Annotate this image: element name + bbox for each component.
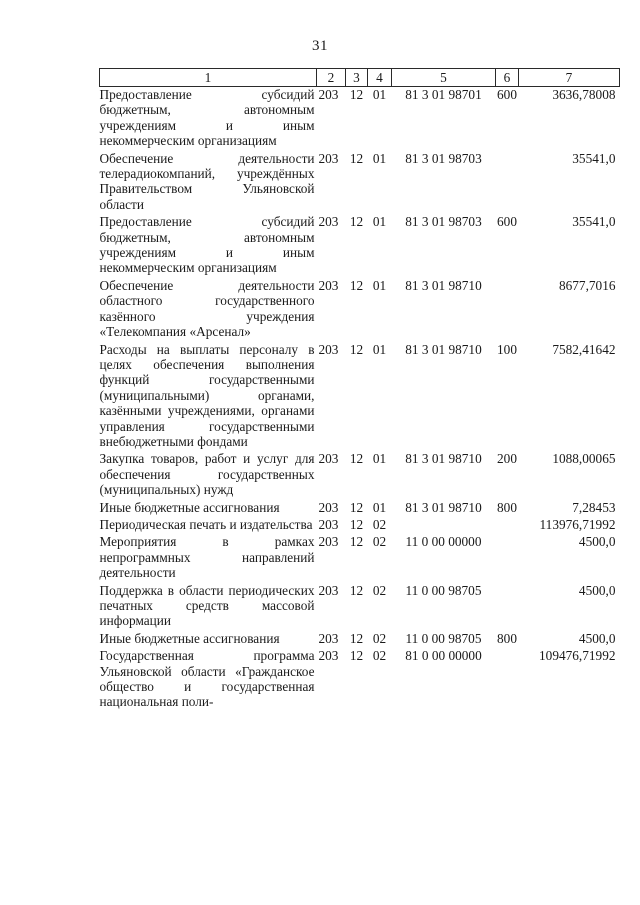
row-amount: 113976,71992 <box>539 516 616 532</box>
row-expense-type <box>496 517 519 534</box>
row-ministry-code: 203 <box>318 214 339 230</box>
row-section-code: 12 <box>349 277 364 293</box>
row-subsection-code: 01 <box>372 451 387 467</box>
row-ministry-code: 203 <box>318 150 339 166</box>
column-header-5: 5 <box>392 69 496 87</box>
row-section-code: 12 <box>349 648 364 664</box>
table-row <box>100 214 620 278</box>
row-expense-type: 600 <box>497 87 517 102</box>
row-expense-type <box>496 583 519 631</box>
row-ministry-code: 203 <box>318 499 339 515</box>
table-row <box>100 151 620 215</box>
row-subsection-code: 01 <box>372 214 387 230</box>
row-name: Иные бюджетные ассигнования <box>99 630 280 646</box>
row-ministry-code: 203 <box>318 648 339 664</box>
row-subsection-code: 02 <box>372 648 387 664</box>
table-row <box>100 631 620 648</box>
row-section-code: 12 <box>349 214 364 230</box>
row-target-article: 81 3 01 98701 <box>405 87 482 102</box>
row-name: Обеспечение деятельности областного государственного казённого учреждения «Телекомпания «Арсенал» <box>99 277 315 340</box>
row-amount: 4500,0 <box>578 630 616 646</box>
table-row <box>100 534 620 582</box>
row-section-code: 12 <box>349 516 364 532</box>
row-target-article <box>392 517 496 534</box>
table-row <box>100 517 620 534</box>
budget-table <box>99 68 620 712</box>
row-expense-type <box>496 534 519 582</box>
row-amount: 8677,7016 <box>558 277 616 293</box>
row-ministry-code: 203 <box>318 451 339 467</box>
row-ministry-code: 203 <box>318 277 339 293</box>
column-header-3: 3 <box>346 69 368 87</box>
row-amount: 4500,0 <box>578 534 616 550</box>
page-number: 31 <box>312 38 328 54</box>
row-subsection-code: 01 <box>372 277 387 293</box>
row-expense-type: 600 <box>497 214 517 230</box>
row-subsection-code: 02 <box>372 630 387 646</box>
row-subsection-code: 02 <box>372 516 387 532</box>
row-ministry-code: 203 <box>318 582 339 598</box>
table-header-row <box>100 69 620 87</box>
table-row <box>100 278 620 342</box>
row-amount: 4500,0 <box>578 582 616 598</box>
row-name: Закупка товаров, работ и услуг для обеспечения государственных (муниципальных) нужд <box>99 451 315 498</box>
column-header-4: 4 <box>368 69 392 87</box>
column-header-1: 1 <box>100 69 317 87</box>
row-section-code: 12 <box>349 451 364 467</box>
row-target-article: 81 3 01 98710 <box>405 499 482 515</box>
row-target-article: 11 0 00 98705 <box>405 630 482 646</box>
row-section-code: 12 <box>349 499 364 515</box>
row-name: Расходы на выплаты персоналу в целях обеспечения выполнения функций государственными (муниципальными) органами, казёнными учреждениями, органами управления государственными внебюджетными фондами <box>99 341 315 449</box>
row-subsection-code: 01 <box>372 499 387 515</box>
row-subsection-code: 02 <box>372 534 387 550</box>
row-subsection-code: 01 <box>372 341 387 357</box>
row-expense-type <box>496 278 519 342</box>
row-target-article: 81 3 01 98703 <box>405 150 482 166</box>
row-expense-type: 800 <box>497 630 517 646</box>
row-amount: 7,28453 <box>572 499 616 515</box>
row-amount: 35541,0 <box>572 214 616 230</box>
row-name: Мероприятия в рамках непрограммных направлений деятельности <box>99 534 315 581</box>
column-header-2: 2 <box>317 69 346 87</box>
row-target-article: 81 3 01 98703 <box>405 214 482 230</box>
row-name: Государственная программа Ульяновской области «Гражданское общество и государственная национальная поли- <box>99 648 315 710</box>
row-expense-type: 200 <box>497 451 517 467</box>
table-row <box>100 87 620 151</box>
table-row <box>100 583 620 631</box>
row-amount: 109476,71992 <box>539 648 616 664</box>
row-name: Предоставление субсидий бюджетным, автономным учреждениям и иным некоммерческим организациям <box>99 87 315 149</box>
row-target-article: 81 3 01 98710 <box>405 341 482 357</box>
row-target-article: 11 0 00 00000 <box>405 534 482 550</box>
row-expense-type <box>496 648 519 712</box>
row-section-code: 12 <box>349 630 364 646</box>
row-ministry-code: 203 <box>318 630 339 646</box>
table-row <box>100 500 620 517</box>
row-expense-type: 800 <box>497 499 517 515</box>
row-target-article: 11 0 00 98705 <box>405 582 482 598</box>
row-name: Иные бюджетные ассигнования <box>99 499 280 515</box>
column-header-7: 7 <box>519 69 620 87</box>
row-amount: 35541,0 <box>572 150 616 166</box>
row-ministry-code: 203 <box>318 516 339 532</box>
row-section-code: 12 <box>349 150 364 166</box>
row-subsection-code: 02 <box>372 582 387 598</box>
row-target-article: 81 0 00 00000 <box>405 648 482 664</box>
row-amount: 1088,00065 <box>552 451 616 467</box>
column-header-6: 6 <box>496 69 519 87</box>
row-section-code: 12 <box>349 534 364 550</box>
row-name: Поддержка в области периодических печатных средств массовой информации <box>99 582 315 629</box>
row-ministry-code: 203 <box>318 87 339 102</box>
row-subsection-code: 01 <box>372 150 387 166</box>
row-name: Обеспечение деятельности телерадиокомпаний, учреждённых Правительством Ульяновской области <box>99 150 315 212</box>
row-ministry-code: 203 <box>318 534 339 550</box>
row-expense-type <box>496 151 519 215</box>
row-target-article: 81 3 01 98710 <box>405 277 482 293</box>
row-section-code: 12 <box>349 341 364 357</box>
row-subsection-code: 01 <box>372 87 387 102</box>
table-row <box>100 451 620 499</box>
table-row <box>100 648 620 712</box>
row-name: Предоставление субсидий бюджетным, автономным учреждениям и иным некоммерческим организациям <box>99 214 315 276</box>
table-row <box>100 342 620 452</box>
row-name: Периодическая печать и издательства <box>99 516 313 532</box>
row-section-code: 12 <box>349 582 364 598</box>
row-target-article: 81 3 01 98710 <box>405 451 482 467</box>
row-section-code: 12 <box>349 87 364 102</box>
row-ministry-code: 203 <box>318 341 339 357</box>
row-amount: 3636,78008 <box>552 87 616 102</box>
row-expense-type: 100 <box>497 341 517 357</box>
row-amount: 7582,41642 <box>552 341 616 357</box>
